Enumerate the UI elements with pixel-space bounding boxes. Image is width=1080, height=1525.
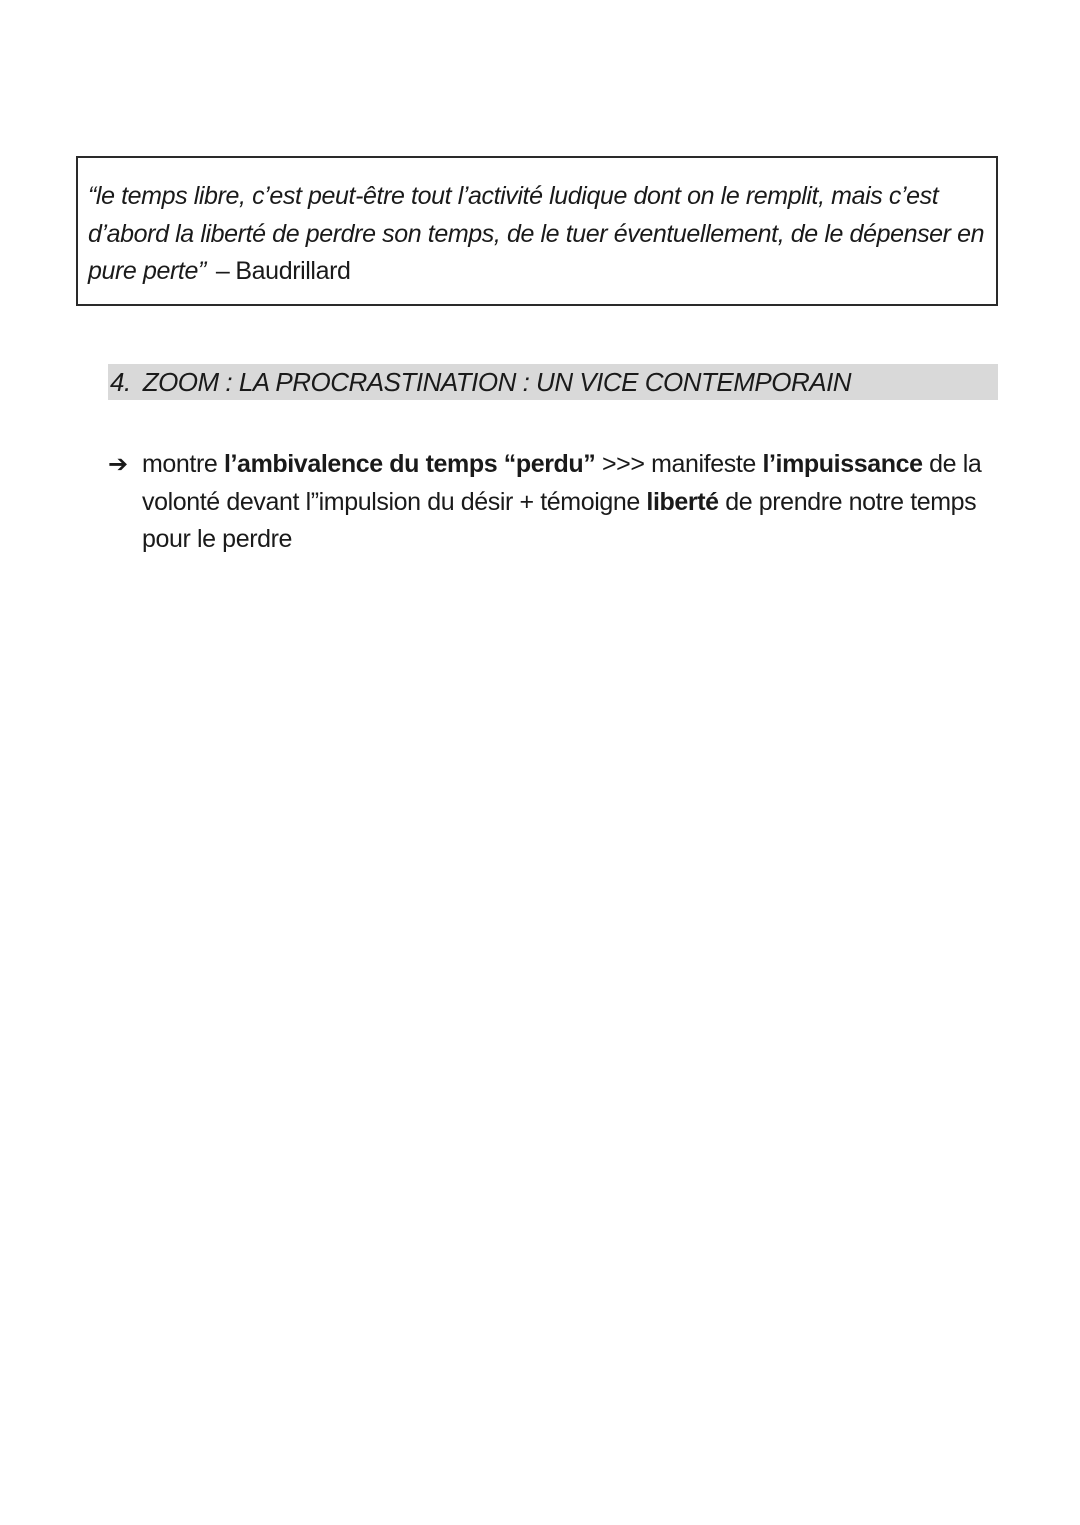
- quote-text: [88, 178, 986, 291]
- section-title: ZOOM : LA PROCRASTINATION : UN VICE CONTEMPORAIN: [142, 367, 852, 397]
- bullet-text-1: montre: [142, 450, 224, 478]
- quote-line-2: d’abord la liberté de perdre son temps, de le tuer éventuellement, de le dépenser en: [88, 219, 985, 248]
- quote-box: [76, 156, 998, 306]
- bullet-text-5: de prendre notre temps: [718, 487, 977, 516]
- bullet-text-4: volonté devant l”impulsion du désir + témoigne: [142, 487, 647, 516]
- bullet-text-2: >>> manifeste: [595, 450, 763, 478]
- quote-line-3: pure perte”: [88, 257, 206, 285]
- bullet-text-3: de la: [922, 450, 982, 478]
- arrow-icon: ➔: [108, 450, 129, 478]
- bullet-text: [142, 446, 988, 559]
- bullet-text-6: pour le perdre: [142, 525, 293, 553]
- quote-line-1: “le temps libre, c’est peut-être tout l’activité ludique dont on le remplit, mais c’est: [88, 182, 939, 210]
- section-number: 4.: [110, 367, 131, 397]
- bullet-bold-2: l’impuissance: [762, 450, 923, 478]
- section-heading: [108, 364, 998, 400]
- quote-author: Baudrillard: [235, 257, 351, 285]
- bullet-item: [108, 446, 988, 559]
- quote-separator: –: [215, 257, 230, 285]
- bullet-bold-3: liberté: [646, 487, 719, 516]
- bullet-bold-1: l’ambivalence du temps “perdu”: [223, 450, 596, 478]
